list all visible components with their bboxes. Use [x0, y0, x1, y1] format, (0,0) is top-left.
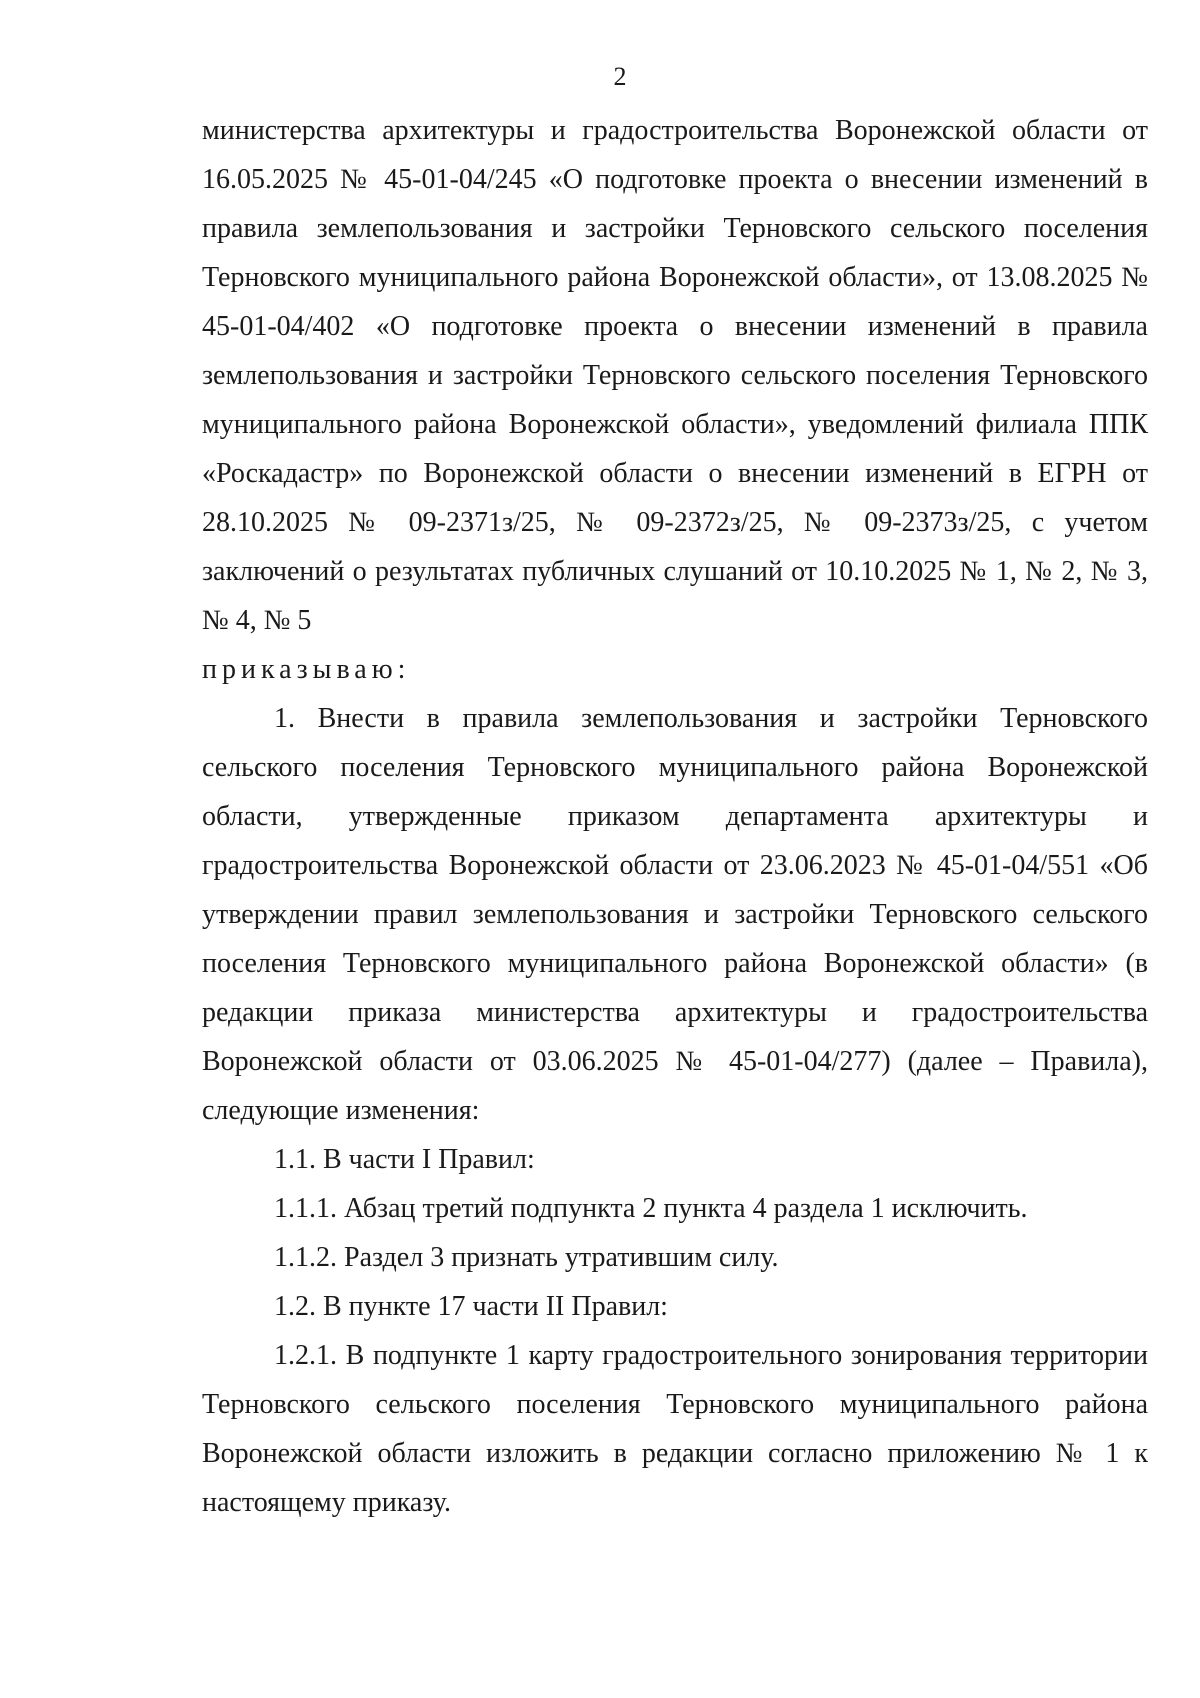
clause-1-2: 1.2. В пункте 17 части II Правил:: [274, 1291, 668, 1322]
clause-1-1-2: 1.1.2. Раздел 3 признать утратившим силу.: [274, 1242, 779, 1273]
clause-1-2-1: 1.2.1. В подпункте 1 карту градостроительного зонирования территории Терновского сельского поселения Терновского муниципального района Воронежской области изложить в редакции согласно приложению № 1 к настоящему приказу.: [202, 1340, 1148, 1518]
order-directive: приказываю:: [202, 654, 411, 685]
clause-1-1: 1.1. В части I Правил:: [274, 1144, 535, 1175]
clause-1: 1. Внести в правила землепользования и застройки Терновского сельского поселения Терновского муниципального района Воронежской области, утвержденные приказом департамента архитектуры и градостроительства Воронежской области от 23.06.2023 № 45-01-04/551 «Об утверждении правил землепользования и застройки Терновского сельского поселения Терновского муниципального района Воронежской области» (в редакции приказа министерства архитектуры и градостроительства Воронежской области от 03.06.2025 № 45-01-04/277) (далее – Правила), следующие изменения:: [202, 703, 1148, 1126]
document-body: [202, 106, 1148, 1527]
page-number: 2: [613, 62, 627, 91]
clause-1-1-1: 1.1.1. Абзац третий подпункта 2 пункта 4 раздела 1 исключить.: [274, 1193, 1028, 1224]
preamble-paragraph: министерства архитектуры и градостроительства Воронежской области от 16.05.2025 № 45-01-04/245 «О подготовке проекта о внесении изменений в правила землепользования и застройки Терновского сельского поселения Терновского муниципального района Воронежской области», от 13.08.2025 № 45-01-04/402 «О подготовке проекта о внесении изменений в правила землепользования и застройки Терновского сельского поселения Терновского муниципального района Воронежской области», уведомлений филиала ППК «Роскадастр» по Воронежской области о внесении изменений в ЕГРН от 28.10.2025 № 09-2371з/25, № 09-2372з/25, № 09-2373з/25, с учетом заключений о результатах публичных слушаний от 10.10.2025 № 1, № 2, № 3, № 4, № 5: [202, 115, 1148, 636]
